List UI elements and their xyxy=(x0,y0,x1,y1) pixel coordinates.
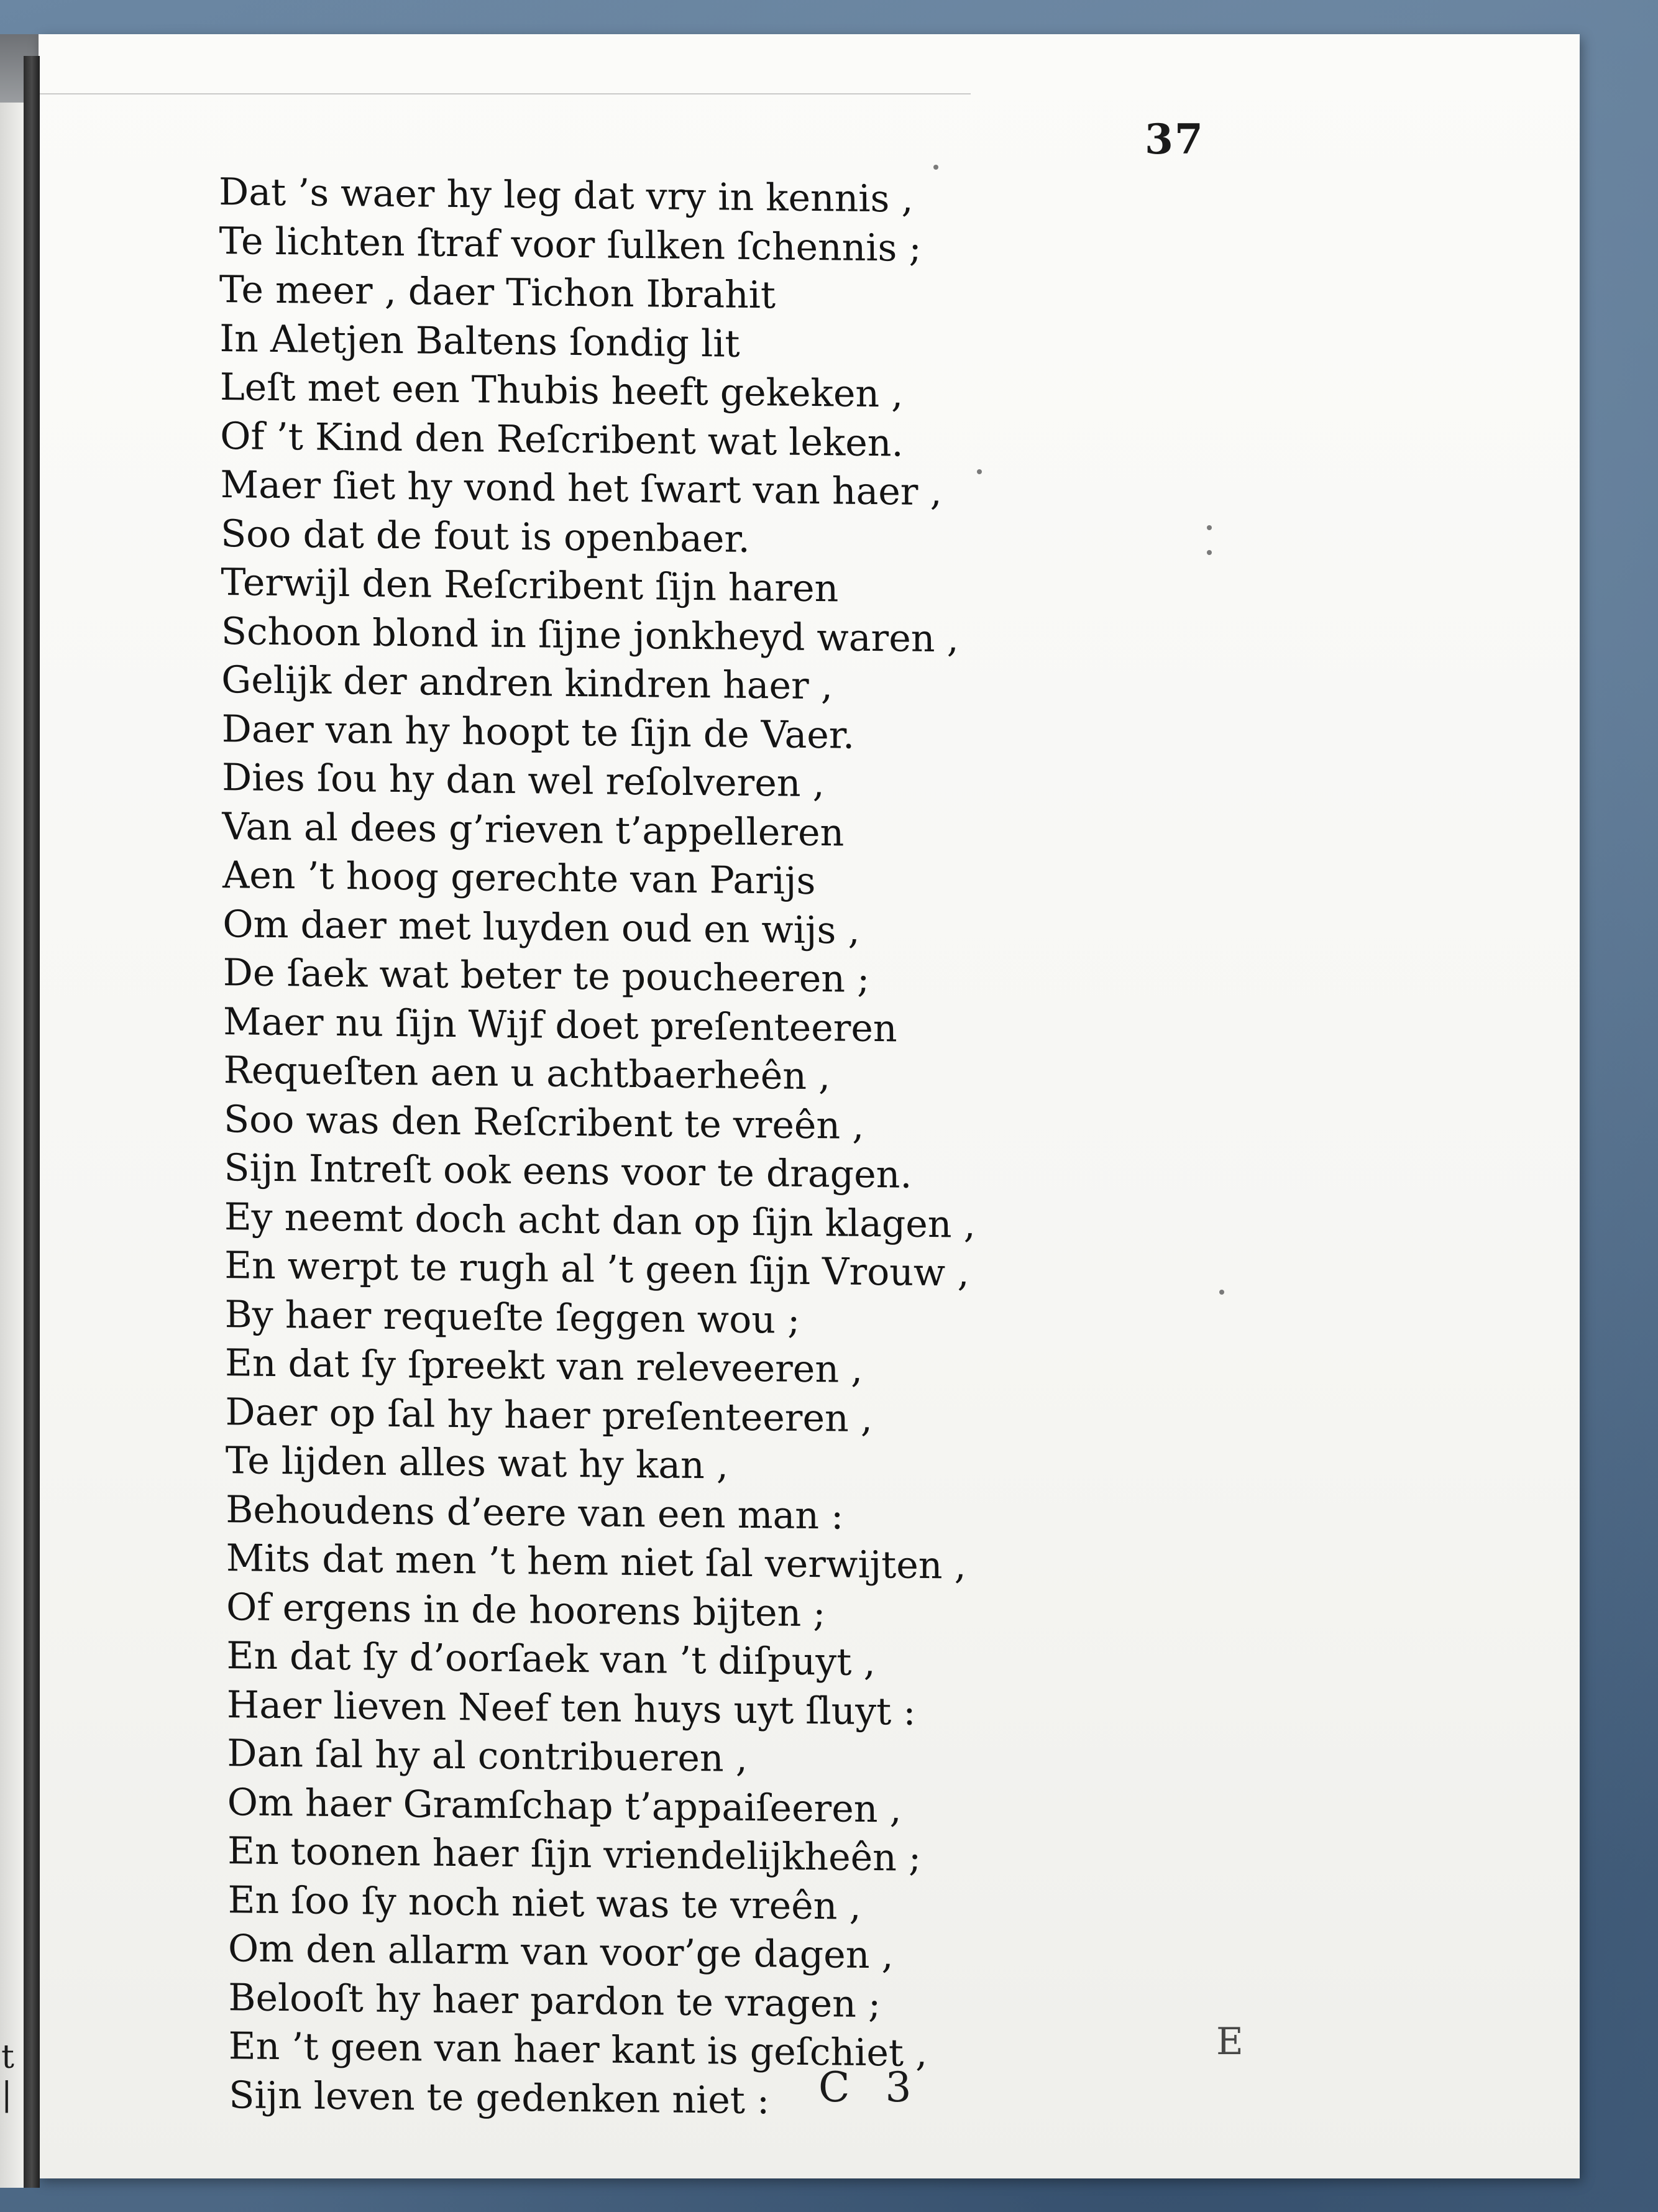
verse-line: Leſt met een Thubis heeft gekeken , xyxy=(219,365,904,416)
page-number: 37 xyxy=(1145,115,1204,163)
verse-line: In Aletjen Baltens ſondig lit xyxy=(219,316,740,366)
verse-line: Belooſt hy haer pardon te vragen ; xyxy=(228,1975,881,2026)
verse-line: Sijn Intreſt ook eens voor te dragen. xyxy=(224,1146,912,1197)
ink-speck xyxy=(977,469,982,474)
verse-line: By haer requeſte ſeggen wou ; xyxy=(224,1292,800,1342)
verse-line: Daer op ſal hy haer preſenteeren , xyxy=(225,1390,873,1441)
ink-speck xyxy=(1207,550,1212,555)
ink-speck xyxy=(933,165,938,170)
verse-line: Van al dees g’rieven t’appelleren xyxy=(222,804,845,855)
verse-line: Haer lieven Neef ten huys uyt ſluyt : xyxy=(226,1682,916,1734)
ink-speck xyxy=(1207,525,1212,530)
verse-line: Gelijk der andren kindren haer , xyxy=(221,658,833,709)
poem-verse xyxy=(219,168,1161,2129)
verse-line: En ſoo ſy noch niet was te vreên , xyxy=(227,1878,861,1929)
verse-line: Te meer , daer Tichon Ibrahit xyxy=(219,268,776,318)
verse-line: Requeſten aen u achtbaerheên , xyxy=(223,1049,831,1099)
verse-line: Ey neemt doch acht dan op ſijn klagen , xyxy=(224,1195,976,1247)
verse-line: Dies ſou hy dan wel reſolveren , xyxy=(221,756,825,806)
page-edge-line xyxy=(39,93,971,94)
verse-line: De ſaek wat beter te poucheeren ; xyxy=(222,951,870,1001)
verse-line: En werpt te rugh al ’t geen ſijn Vrouw , xyxy=(224,1244,969,1295)
verse-line: Te lijden alles wat hy kan , xyxy=(225,1439,728,1488)
verse-line: Of ergens in de hoorens bijten ; xyxy=(226,1585,826,1635)
verse-line: En ’t geen van haer kant is geſchiet , xyxy=(228,2024,928,2075)
verse-line: Soo was den Reſcribent te vreên , xyxy=(223,1097,864,1148)
signature-mark: C 3 xyxy=(818,2063,923,2111)
verse-line: Maer ſiet hy vond het ſwart van haer , xyxy=(220,463,942,515)
verse-line: Dan ſal hy al contribueren , xyxy=(227,1732,748,1781)
verse-line: En toonen haer ſijn vriendelijkheên ; xyxy=(227,1829,922,1880)
verse-line: En dat ſy d’oorſaek van ’t diſpuyt , xyxy=(226,1634,876,1685)
verse-line: Of ’t Kind den Reſcribent wat leken. xyxy=(220,414,904,466)
verse-line: Om haer Gramſchap t’appaiſeeren , xyxy=(227,1780,902,1832)
verse-line: Schoon blond in ſijne jonkheyd waren , xyxy=(221,609,959,661)
verse-line: Dat ’s waer hy leg dat vry in kennis , xyxy=(219,170,914,221)
verse-line: Om daer met luyden oud en wijs , xyxy=(222,902,860,953)
verse-line: Daer van hy hoopt te ſijn de Vaer. xyxy=(221,707,855,758)
catchword: E xyxy=(1216,2020,1244,2063)
verse-line: En dat ſy ſpreekt van releveeren , xyxy=(224,1341,863,1392)
verse-line: Aen ’t hoog gerechte van Parijs xyxy=(222,853,816,904)
verse-line: Soo dat de fout is openbaer. xyxy=(220,512,750,561)
verse-line: Maer nu ſijn Wijf doet preſenteeren xyxy=(223,999,897,1050)
verse-line: Te lichten ſtraf voor ſulken ſchennis ; xyxy=(219,219,922,270)
verse-line: Om den allarm van voor’ge dagen , xyxy=(227,1927,894,1978)
ink-speck xyxy=(1219,1290,1224,1295)
verse-line: Sijn leven te gedenken niet : xyxy=(229,2073,770,2123)
printed-page xyxy=(39,34,1580,2178)
verse-line: Terwijl den Reſcribent ſijn haren xyxy=(221,561,839,611)
left-facing-page xyxy=(0,37,25,2188)
verse-line: Mits dat men ’t hem niet ſal verwijten , xyxy=(226,1536,966,1588)
verse-line: Behoudens d’eere van een man : xyxy=(226,1487,844,1538)
book-gutter-spine xyxy=(24,56,40,2188)
left-page-text-fragment: t | xyxy=(1,2039,14,2113)
